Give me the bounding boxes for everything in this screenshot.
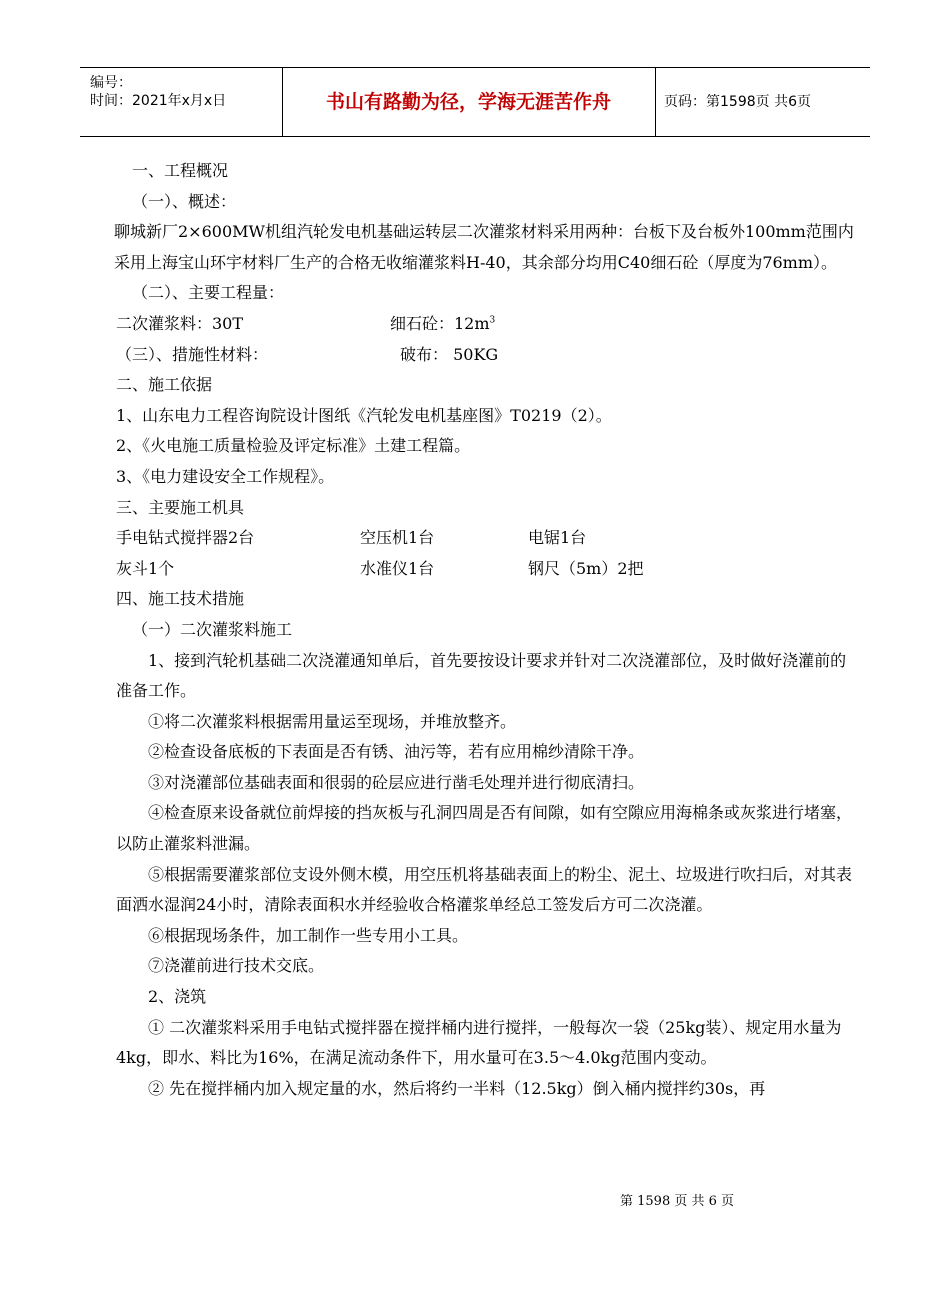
check-item: ⑥根据现场条件，加工制作一些专用小工具。 [148,925,469,945]
page-footer: 第 1598 页 共 6 页 [620,1194,735,1209]
material-row [116,340,861,371]
section-heading: 二、施工依据 [116,375,213,395]
basis-item: 3、《电力建设安全工作规程》。 [116,466,335,486]
quantity-concrete [390,314,495,333]
serial-label: 编号： [90,75,132,91]
subsection-heading: 2、浇筑 [148,987,207,1007]
check-item: ③对浇灌部位基础表面和很弱的砼层应进行凿毛处理并进行彻底清扫。 [148,772,645,792]
quantity-concrete-text: 细石砼：12m [390,313,490,333]
tool-row [116,523,861,554]
tool-item: 手电钻式搅拌器2台 [116,528,255,548]
check-item: ④检查原来设备就位前焊接的挡灰板与孔洞四周是否有间隙，如有空隙应用海棉条或灰浆进行堵塞，以防止灌浆料泄漏。 [116,803,853,854]
pour-step: ② 先在搅拌桶内加入规定量的水，然后将约一半料（12.5kg）倒入桶内搅拌约30s，再 [148,1078,766,1098]
tool-item: 钢尺（5m）2把 [528,558,644,578]
tool-item: 水准仪1台 [360,558,435,578]
tool-item: 电锯1台 [528,528,587,548]
paragraph: 1、接到汽轮机基础二次浇灌通知单后，首先要按设计要求并针对二次浇灌部位，及时做好浇灌前的准备工作。 [116,650,847,701]
check-item: ②检查设备底板的下表面是否有锈、油污等，若有应用棉纱清除干净。 [148,742,645,762]
material-heading: （三）、措施性材料： [116,344,269,364]
subsection-heading: （一）、概述： [132,191,237,211]
paragraph: 聊城新厂2×600MW机组汽轮发电机基础运转层二次灌浆材料采用两种：台板下及台板外100mm范围内采用上海宝山环宇材料厂生产的合格无收缩灌浆料H-40，其余部分均用C40细石砼（厚度为76mm）。 [114,222,854,272]
header-page-info: 页码：第1598页 共6页 [664,94,811,110]
page-header [80,67,870,137]
document-body [116,156,861,1104]
subsection-heading: （一）二次灌浆料施工 [132,619,293,639]
basis-item: 1、山东电力工程咨询院设计图纸《汽轮发电机基座图》T0219（2）。 [116,405,612,425]
tool-row [116,554,861,585]
section-heading: 四、施工技术措施 [116,589,245,609]
tool-item: 空压机1台 [360,528,435,548]
basis-item: 2、《火电施工质量检验及评定标准》土建工程篇。 [116,436,471,456]
pour-step: ① 二次灌浆料采用手电钻式搅拌器在搅拌桶内进行搅拌，一般每次一袋（25kg装）、规定用水量为4kg，即水、料比为16%，在满足流动条件下，用水量可在3.5～4.0kg范围内变动。 [116,1017,842,1068]
check-item: ⑦浇灌前进行技术交底。 [148,956,325,976]
check-item: ①将二次灌浆料根据需用量运至现场，并堆放整齐。 [148,711,517,731]
material-rag: 破布： 50KG [400,344,499,364]
section-heading: 一、工程概况 [132,161,229,180]
subsection-heading: （二）、主要工程量： [132,283,285,303]
quantity-grout: 二次灌浆料：30T [116,313,244,333]
header-meta [80,68,283,136]
unit-superscript: 3 [489,315,496,326]
quantity-row [116,309,861,340]
tool-item: 灰斗1个 [116,558,175,578]
check-item: ⑤根据需要灌浆部位支设外侧木模，用空压机将基础表面上的粉尘、泥土、垃圾进行吹扫后，对其表面洒水湿润24小时，清除表面积水并经验收合格灌浆单经总工签发后方可二次浇灌。 [116,864,853,915]
section-heading: 三、主要施工机具 [116,497,245,517]
header-motto: 书山有路勤为径，学海无涯苦作舟 [282,68,656,136]
date-label: 时间：2021年x月x日 [90,93,227,109]
